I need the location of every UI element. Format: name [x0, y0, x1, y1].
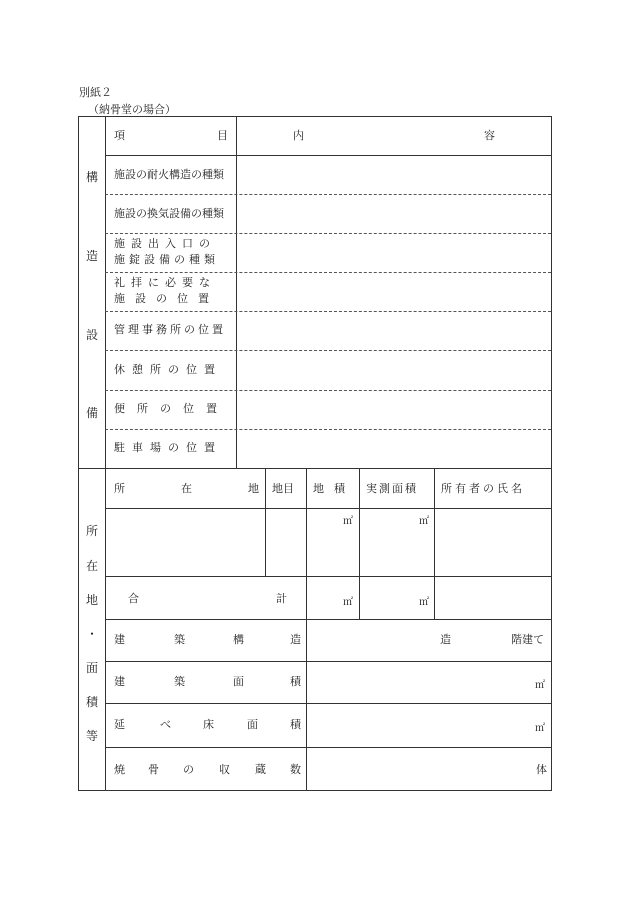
side-label-char: 設 [85, 328, 98, 342]
label-char: 面 [247, 718, 258, 731]
location-header-char: 地 [248, 482, 259, 495]
side-label-char: 構 [85, 170, 98, 184]
measured-area-unit: ㎡ [419, 516, 429, 527]
item-worship-line1: 礼拝に必要な [114, 276, 216, 289]
side-label-char: 地 [85, 593, 98, 607]
bone-storage-unit: 体 [536, 763, 547, 776]
land-type-field[interactable] [266, 509, 306, 576]
side-label-char: 等 [85, 729, 98, 743]
land-type-header: 地目 [272, 482, 294, 495]
label-char: べ [160, 718, 171, 731]
bone-storage-field[interactable] [307, 748, 551, 790]
label-char: 積 [290, 675, 301, 688]
item-header-start: 項 [114, 129, 125, 142]
location-header-char: 所 [114, 482, 125, 495]
label-char: 造 [290, 633, 301, 646]
total-label-end: 計 [276, 592, 287, 605]
label-char: 構 [233, 633, 244, 646]
item-toilet: 便所の位置 [114, 402, 229, 415]
structure-suffix-floors: 階建て [511, 633, 544, 646]
label-char: 蔵 [255, 763, 266, 776]
building-structure-label: 建 [114, 633, 125, 646]
location-header-char: 在 [181, 482, 192, 495]
side-label-char: 所 [85, 524, 98, 538]
item-office: 管理事務所の位置 [114, 323, 226, 336]
content-toilet-field[interactable] [237, 391, 551, 429]
content-header-end: 容 [484, 129, 495, 142]
content-fire-resistance-field[interactable] [237, 156, 551, 194]
side-label-char: 積 [85, 695, 98, 709]
content-rest-area-field[interactable] [237, 351, 551, 389]
area-header: 地積 [313, 482, 355, 495]
measured-area-header: 実測面積 [366, 482, 418, 495]
item-entrance-line2: 施錠設備の種類 [114, 253, 219, 266]
label-char: の [183, 763, 194, 776]
item-ventilation: 施設の換気設備の種類 [114, 207, 224, 220]
floor-area-unit: ㎡ [535, 723, 545, 734]
side-label-char: 在 [85, 559, 98, 573]
item-fire-resistance: 施設の耐火構造の種類 [114, 168, 224, 181]
content-worship-field[interactable] [237, 273, 551, 311]
total-area-field[interactable] [307, 577, 359, 619]
side-label-char: ・ [85, 627, 98, 641]
building-area-unit: ㎡ [535, 680, 545, 691]
total-measured-unit: ㎡ [419, 597, 429, 608]
label-char: 収 [219, 763, 230, 776]
owner-name-field[interactable] [435, 509, 551, 576]
table-bottom-border [78, 790, 552, 791]
structure-suffix-zo: 造 [440, 633, 451, 646]
label-char: 骨 [148, 763, 159, 776]
building-area-field[interactable] [307, 662, 551, 703]
item-worship-line2: 施設の位置 [114, 292, 219, 305]
label-char: 築 [174, 675, 185, 688]
side-label-char: 面 [85, 661, 98, 675]
owner-name-header: 所有者の氏名 [441, 482, 525, 495]
total-measured-field[interactable] [360, 577, 434, 619]
area-unit: ㎡ [343, 516, 353, 527]
item-rest-area: 休憩所の位置 [114, 363, 222, 376]
side-label-char: 造 [85, 249, 98, 263]
bone-storage-label: 焼 [114, 763, 125, 776]
content-ventilation-field[interactable] [237, 195, 551, 233]
table-right-border [551, 116, 552, 791]
item-entrance-line1: 施設出入口の [114, 237, 216, 250]
label-char: 床 [203, 718, 214, 731]
table-top-border [78, 116, 552, 117]
location-header [114, 483, 259, 494]
building-structure-field[interactable] [307, 620, 551, 661]
total-label-start: 合 [128, 592, 139, 605]
content-office-field[interactable] [237, 312, 551, 350]
side-column-border [105, 116, 106, 791]
item-parking: 駐車場の位置 [114, 441, 222, 454]
table-left-border [78, 116, 79, 791]
content-header-start: 内 [293, 129, 304, 142]
total-area-unit: ㎡ [343, 597, 353, 608]
content-parking-field[interactable] [237, 430, 551, 468]
floor-area-field[interactable] [307, 704, 551, 747]
label-char: 積 [290, 718, 301, 731]
floor-area-label: 延 [114, 718, 125, 731]
location-field[interactable] [106, 509, 265, 576]
item-header-end: 目 [217, 129, 228, 142]
label-char: 面 [233, 675, 244, 688]
content-entrance-field[interactable] [237, 234, 551, 272]
section-divider [78, 468, 552, 469]
side-label-char: 備 [85, 406, 98, 420]
form-subtitle: （納骨堂の場合） [88, 103, 176, 116]
attachment-number: 別紙２ [79, 86, 112, 99]
label-char: 築 [174, 633, 185, 646]
building-area-label: 建 [114, 675, 125, 688]
label-char: 数 [290, 763, 301, 776]
